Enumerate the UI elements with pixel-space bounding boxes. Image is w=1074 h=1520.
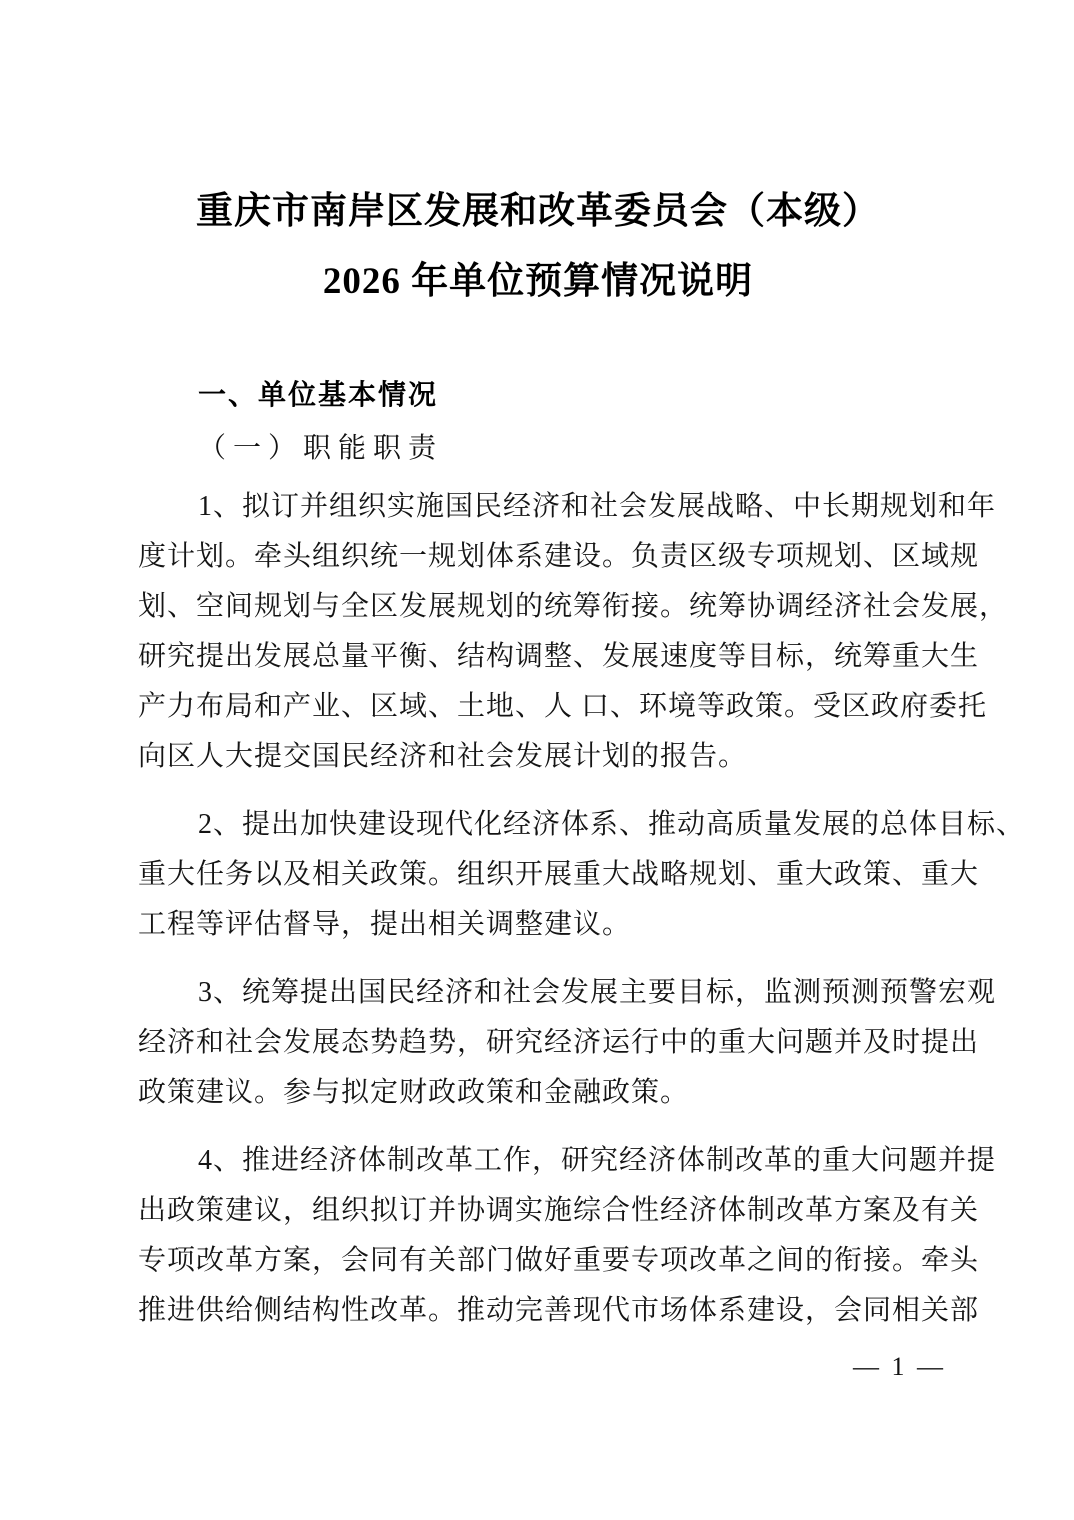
- paragraph-3: [138, 968, 997, 1118]
- section-heading-unit-basic-info: 一、单位基本情况: [198, 379, 439, 410]
- document-body: [138, 482, 1026, 1336]
- text-line: 工程等评估督导，提出相关调整建议。: [138, 909, 632, 940]
- text-line: 2、提出加快建设现代化经济体系、推动高质量发展的总体目标、: [198, 809, 1026, 840]
- text-line: 产力布局和产业、区域、土地、人 口、环境等政策。受区政府委托: [138, 691, 988, 722]
- text-line: 经济和社会发展态势趋势，研究经济运行中的重大问题并及时提出: [138, 1027, 980, 1058]
- text-line: 3、统筹提出国民经济和社会发展主要目标，监测预测预警宏观: [198, 977, 997, 1008]
- text-line: 划、空间规划与全区发展规划的统筹衔接。统筹协调经济社会发展，: [138, 591, 1009, 622]
- text-line: 专项改革方案，会同有关部门做好重要专项改革之间的衔接。牵头: [138, 1245, 980, 1276]
- subsection-heading-functions-duties: （一）职能职责: [198, 433, 444, 464]
- document-title-line2: 2026 年单位预算情况说明: [322, 261, 754, 302]
- text-line: 度计划。牵头组织统一规划体系建设。负责区级专项规划、区域规: [138, 541, 980, 572]
- text-line: 重大任务以及相关政策。组织开展重大战略规划、重大政策、重大: [138, 859, 980, 890]
- page-number: — 1 —: [853, 1352, 946, 1381]
- text-line: 政策建议。参与拟定财政政策和金融政策。: [138, 1077, 690, 1108]
- document-title-line1: 重庆市南岸区发展和改革委员会（本级）: [196, 191, 880, 232]
- text-line: 研究提出发展总量平衡、结构调整、发展速度等目标，统筹重大生: [138, 641, 980, 672]
- paragraph-1: [138, 482, 1009, 782]
- text-line: 4、推进经济体制改革工作，研究经济体制改革的重大问题并提: [198, 1145, 997, 1176]
- text-line: 向区人大提交国民经济和社会发展计划的报告。: [138, 741, 748, 772]
- text-line: 1、拟订并组织实施国民经济和社会发展战略、中长期规划和年: [198, 491, 997, 522]
- text-line: 推进供给侧结构性改革。推动完善现代市场体系建设，会同相关部: [138, 1295, 980, 1326]
- paragraph-2: [138, 800, 1026, 950]
- paragraph-4: [138, 1136, 997, 1336]
- text-line: 出政策建议，组织拟订并协调实施综合性经济体制改革方案及有关: [138, 1195, 980, 1226]
